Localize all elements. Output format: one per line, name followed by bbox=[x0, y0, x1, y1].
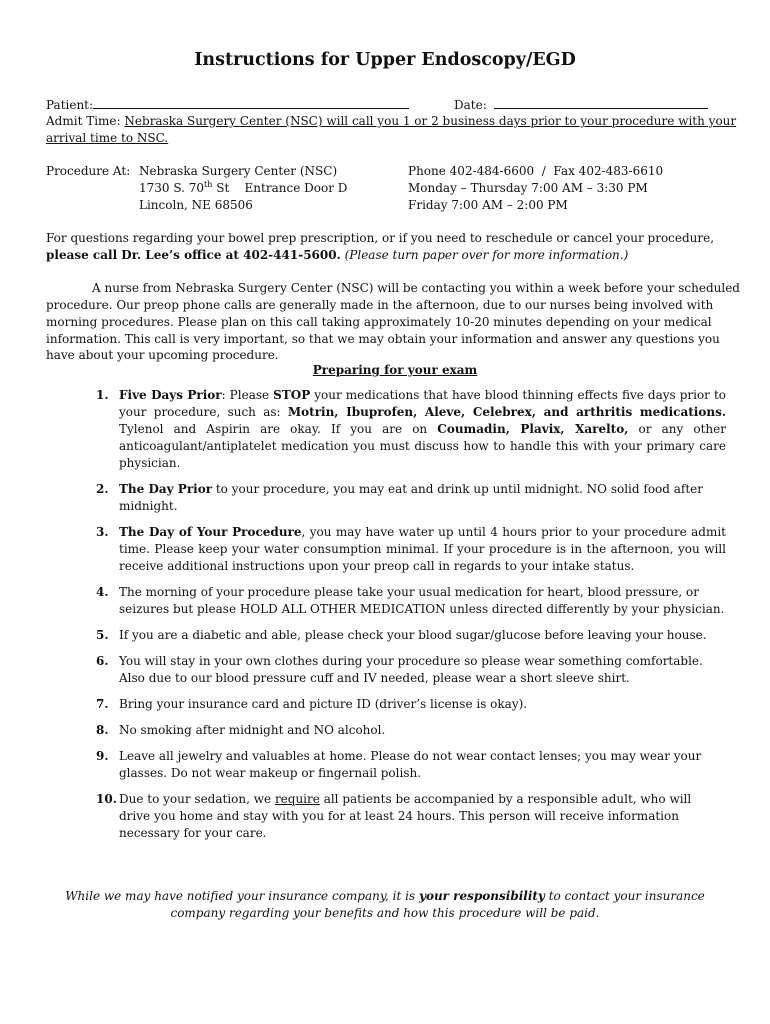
item-text: Bring your insurance card and picture ID (driver’s license is okay). bbox=[119, 697, 528, 711]
questions-line: For questions regarding your bowel prep prescription, or if you need to reschedule or cancel your procedure, bbox=[46, 231, 715, 245]
location-phone: Phone 402-484-6600 / Fax 402-483-6610 bbox=[408, 164, 664, 178]
admit-text: Nebraska Surgery Center (NSC) will call you 1 or 2 business days prior to your procedure with your bbox=[124, 114, 737, 128]
list-item bbox=[96, 627, 726, 644]
list-item bbox=[96, 653, 726, 687]
item-number: 4. bbox=[96, 585, 109, 599]
item-text: or any other anticoagulant/antiplatelet medication you must discuss how to handle this with your primary care physician. bbox=[119, 422, 726, 470]
instruction-list bbox=[96, 387, 726, 851]
item-text: all patients be accompanied by a responsible adult, who will drive you home and stay with you for at least 24 hours. This person will receive information necessary for your care. bbox=[119, 792, 692, 840]
stop-emphasis: STOP bbox=[273, 388, 311, 402]
nurse-call-line-5: have about your upcoming procedure. bbox=[46, 348, 279, 362]
item-text: The morning of your procedure please take your usual medication for heart, blood pressure, or seizures but please HOLD ALL OTHER MEDICATION unless directed differently by your physician. bbox=[119, 585, 725, 616]
patient-field bbox=[46, 96, 409, 114]
item-number: 10. bbox=[96, 792, 117, 806]
nurse-call-line-2: procedure. Our preop phone calls are generally made in the afternoon, due to our nurses being involved with bbox=[46, 298, 714, 312]
item-text: : Please bbox=[221, 388, 274, 402]
item-number: 5. bbox=[96, 628, 109, 642]
footer-text: While we may have notified your insurance company, it is bbox=[65, 889, 419, 903]
list-item bbox=[96, 387, 726, 472]
item-text: No smoking after midnight and NO alcohol. bbox=[119, 723, 386, 737]
hours-weekday: Monday – Thursday 7:00 AM – 3:30 PM bbox=[408, 181, 648, 195]
item-text: your medications that have blood thinning effects five days prior to your procedure, such as: bbox=[119, 388, 726, 419]
item-number: 8. bbox=[96, 723, 109, 737]
medication-list: Motrin, Ibuprofen, Aleve, Celebrex, and arthritis medications. bbox=[287, 405, 727, 419]
anticoagulant-list: Coumadin, Plavix, Xarelto, bbox=[437, 422, 629, 436]
item-number: 3. bbox=[96, 525, 109, 539]
nurse-call-line-1: A nurse from Nebraska Surgery Center (NSC) will be contacting you within a week before your scheduled bbox=[92, 281, 740, 295]
item-text: to your procedure, you may eat and drink up until midnight. NO solid food after midnight. bbox=[119, 482, 704, 513]
list-item bbox=[96, 791, 726, 842]
item-text: You will stay in your own clothes during your procedure so please wear something comfortable. Also due to our blood pressure cuff and IV needed, please wear a short sleeve shirt. bbox=[119, 654, 703, 685]
admit-label: Admit Time: bbox=[46, 114, 121, 128]
street-number: 1730 S. 70 bbox=[139, 181, 205, 195]
item-number: 7. bbox=[96, 697, 109, 711]
patient-label: Patient: bbox=[46, 98, 94, 112]
nurse-call-line-4: information. This call is very important, so that we may obtain your information and answer any questions you bbox=[46, 332, 720, 346]
list-item bbox=[96, 748, 726, 782]
item-number: 1. bbox=[96, 388, 109, 402]
item-text: If you are a diabetic and able, please check your blood sugar/glucose before leaving your house. bbox=[119, 628, 707, 642]
page-title: Instructions for Upper Endoscopy/EGD bbox=[194, 50, 576, 70]
admit-time-line bbox=[46, 113, 736, 130]
item-text: , you may have water up until 4 hours prior to your procedure admit time. Please keep your water consumption minimal. If your procedure is in the afternoon, you will receive additional instructions upon your preop call in regards to your intake status. bbox=[119, 525, 726, 573]
turn-over-note: (Please turn paper over for more information.) bbox=[344, 248, 629, 262]
section-heading: Preparing for your exam bbox=[312, 363, 478, 377]
list-item bbox=[96, 696, 726, 713]
item-lead: Five Days Prior bbox=[119, 388, 222, 402]
list-item bbox=[96, 524, 726, 575]
footer-text: to contact your insurance company regarding your benefits and how this procedure will be paid. bbox=[170, 889, 705, 920]
location-city: Lincoln, NE 68506 bbox=[139, 198, 253, 212]
office-phone: please call Dr. Lee’s office at 402-441-5600. bbox=[46, 248, 341, 262]
street-entrance: St Entrance Door D bbox=[216, 181, 348, 195]
location-name: Nebraska Surgery Center (NSC) bbox=[139, 164, 338, 178]
insurance-note bbox=[40, 888, 730, 922]
patient-blank bbox=[93, 96, 409, 109]
call-office-line bbox=[46, 247, 628, 264]
admit-text-cont: arrival time to NSC. bbox=[46, 131, 169, 145]
item-text: Due to your sedation, we bbox=[119, 792, 275, 806]
hours-friday: Friday 7:00 AM – 2:00 PM bbox=[408, 198, 568, 212]
item-number: 6. bbox=[96, 654, 109, 668]
nurse-call-line-3: morning procedures. Please plan on this call taking approximately 10-20 minutes depending on your medical bbox=[46, 315, 712, 329]
item-text: Leave all jewelry and valuables at home. Please do not wear contact lenses; you may wear your glasses. Do not wear makeup or fingernail polish. bbox=[119, 749, 702, 780]
date-blank bbox=[494, 96, 708, 109]
date-label: Date: bbox=[454, 98, 487, 112]
responsibility-emphasis: your responsibility bbox=[418, 889, 545, 903]
item-number: 2. bbox=[96, 482, 109, 496]
location-street bbox=[139, 180, 347, 197]
street-suffix: th bbox=[204, 180, 213, 189]
list-item bbox=[96, 722, 726, 739]
item-text: Tylenol and Aspirin are okay. If you are on bbox=[119, 422, 438, 436]
procedure-at-label: Procedure At: bbox=[46, 164, 131, 178]
item-lead: The Day Prior bbox=[119, 482, 213, 496]
list-item bbox=[96, 481, 726, 515]
item-number: 9. bbox=[96, 749, 109, 763]
list-item bbox=[96, 584, 726, 618]
require-emphasis: require bbox=[274, 792, 320, 806]
date-field bbox=[454, 96, 708, 114]
item-lead: The Day of Your Procedure bbox=[119, 525, 302, 539]
